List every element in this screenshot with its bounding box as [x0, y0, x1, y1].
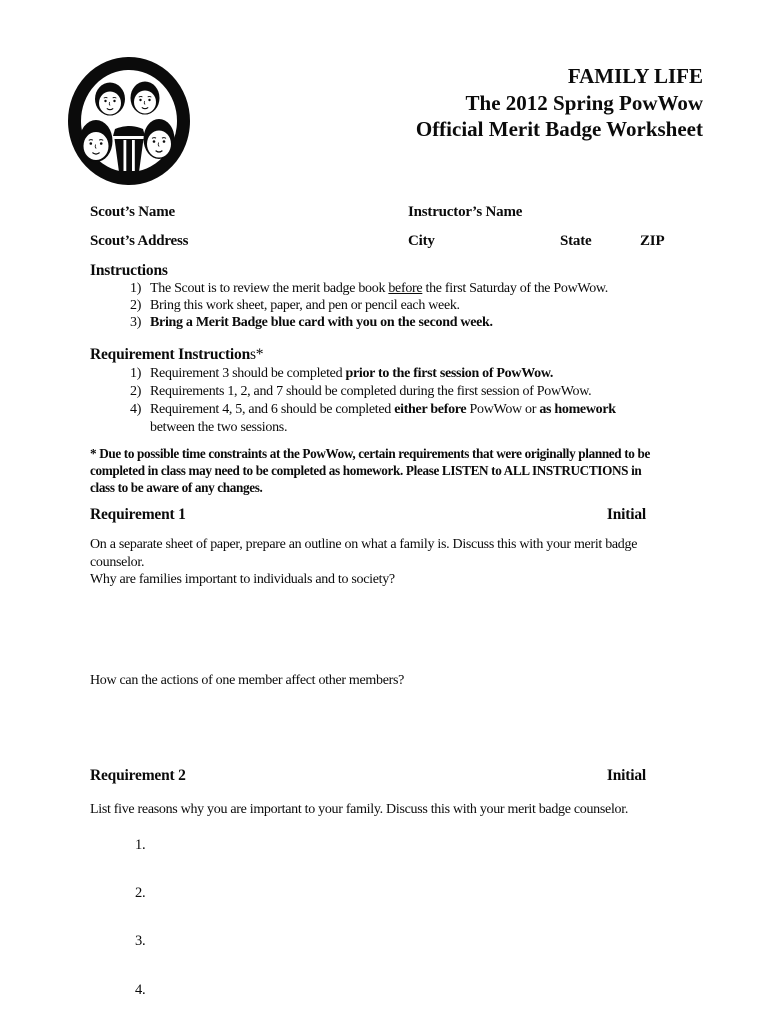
requirement-2-prompt: List five reasons why you are important to your family. Discuss this with your merit badge counselor. — [90, 802, 629, 817]
requirement-instructions-heading: Requirement Instructions* — [90, 346, 264, 363]
city-label: City — [408, 233, 435, 249]
item-number: 2) — [130, 384, 142, 399]
time-constraints-note — [90, 445, 650, 496]
requirement-2-header — [90, 767, 646, 785]
face-upper-right — [131, 82, 160, 115]
state-label: State — [560, 233, 592, 249]
instructions-section — [90, 262, 608, 331]
req1-line-2: counselor. — [90, 554, 145, 570]
requirement-2-initial-label: Initial — [606, 767, 646, 784]
title-line-1: FAMILY LIFE — [567, 64, 703, 88]
zip-label: ZIP — [640, 233, 665, 249]
title-line-2: The 2012 Spring PowWow — [465, 90, 703, 115]
item-number: 1) — [130, 366, 142, 381]
req2-list-number-3: 3. — [135, 933, 146, 949]
req-instruction-item-4-continuation: between the two sessions. — [150, 420, 288, 435]
requirement-instructions-section — [90, 345, 616, 437]
req-instruction-item-2: 2) Requirements 1, 2, and 7 should be completed during the first session of PowWow. — [130, 384, 592, 399]
note-line-3: class to be aware of any changes. — [90, 480, 263, 495]
family-faces-basket-badge-icon — [65, 55, 193, 187]
req-instruction-item-4: 4) Requirement 4, 5, and 6 should be completed either before PowWow or as homework between the two sessions. — [130, 402, 616, 435]
scouts-address-label: Scout’s Address — [90, 233, 189, 249]
instruction-item-1: 1) The Scout is to review the merit badge book before the first Saturday of the PowWow. — [130, 281, 608, 296]
instructions-heading: Instructions — [90, 262, 168, 279]
requirement-1-heading: Requirement 1 — [90, 506, 186, 523]
instruction-item-3: 3) Bring a Merit Badge blue card with you on the second week. — [130, 315, 493, 330]
requirement-1-header — [90, 506, 646, 524]
face-lower-left — [80, 120, 113, 162]
item-number: 2) — [130, 298, 142, 313]
requirement-1-initial-label: Initial — [606, 506, 646, 523]
req-instruction-item-1: 1) Requirement 3 should be completed prior to the first session of PowWow. — [130, 366, 554, 381]
note-line-2: completed in class may need to be completed as homework. Please LISTEN to ALL INSTRUCTIONS in — [90, 463, 642, 478]
title-line-3: Official Merit Badge Worksheet — [415, 117, 703, 141]
req1-question-2: How can the actions of one member affect other members? — [90, 673, 405, 688]
requirement-1-body — [90, 536, 637, 589]
instructors-name-label: Instructor’s Name — [408, 204, 523, 220]
item-number: 3) — [130, 315, 142, 330]
req2-list-number-1: 1. — [135, 837, 146, 853]
item-number: 4) — [130, 402, 142, 417]
face-upper-left — [95, 83, 125, 116]
req1-line-3: Why are families important to individuals and to society? — [90, 572, 395, 587]
note-line-1: * Due to possible time constraints at the PowWow, certain requirements that were originally planned to be — [90, 446, 650, 461]
underlined-word: before — [388, 281, 423, 296]
req2-list-number-2: 2. — [135, 885, 146, 901]
face-lower-right — [144, 119, 175, 159]
req1-line-1: On a separate sheet of paper, prepare an outline on what a family is. Discuss this with your merit badge — [90, 537, 638, 552]
scouts-name-label: Scout’s Name — [90, 204, 175, 220]
item-number: 1) — [130, 281, 142, 296]
instruction-item-2: 2) Bring this work sheet, paper, and pen or pencil each week. — [130, 298, 460, 313]
document-title — [250, 63, 703, 143]
requirement-2-heading: Requirement 2 — [90, 767, 186, 784]
req2-list-number-4: 4. — [135, 982, 146, 998]
